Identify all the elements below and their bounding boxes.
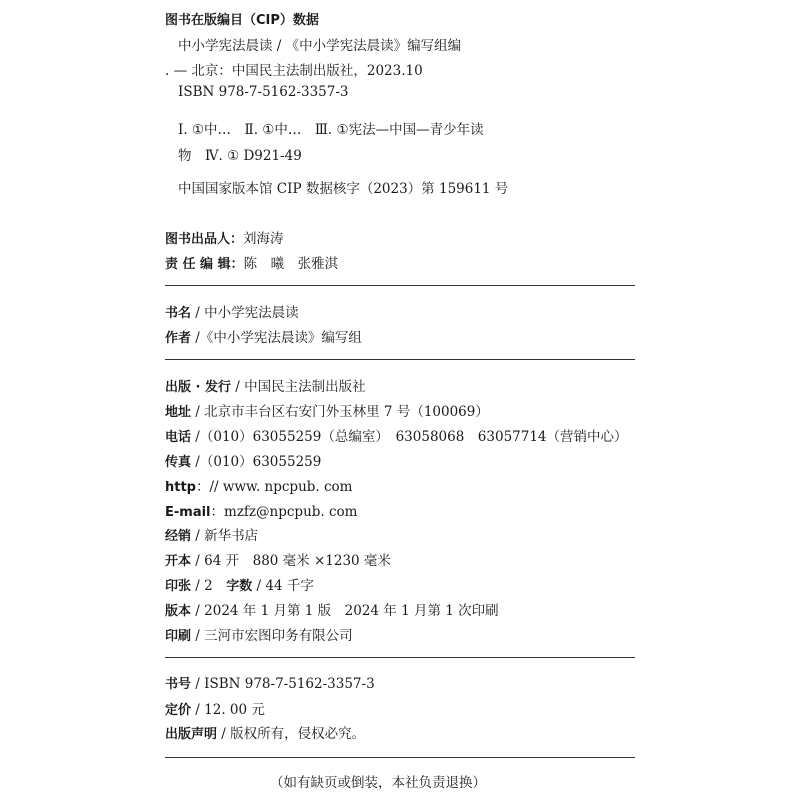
book-title-value: / 中小学宪法晨读 [191,305,299,321]
words-label: 字数 [226,579,253,594]
website-value: ：// www. npcpub. com [196,479,353,495]
book-author-row [165,326,362,346]
sheets-row [165,574,314,594]
book-author-value: /《中小学宪法晨读》编写组 [191,330,362,346]
fax-value: /（010）63055259 [191,454,322,470]
printer-value: / 三河市宏图印务有限公司 [191,628,353,644]
isbn-value: / ISBN 978-7-5162-3357-3 [191,676,375,692]
cip-line-classification-cont: 物 Ⅳ. ① D921-49 [178,148,302,164]
email-value: ：mzfz@npcpub. com [210,504,358,520]
producer-row [165,227,284,247]
printer-label: 印刷 [165,629,192,644]
email-row [165,500,358,520]
words-value: / 44 千字 [252,578,314,594]
rights-label: 出版声明 [165,727,218,742]
website-row [165,475,352,495]
edition-row [165,599,499,619]
isbn-label: 书号 [165,677,192,692]
editor-value: 陈 曦 张雅淇 [243,256,339,272]
cip-line-record: 中国国家版本馆 CIP 数据核字（2023）第 159611 号 [178,181,509,197]
distributor-row [165,524,258,544]
price-label: 定价 [165,703,192,718]
phone-value: /（010）63055259（总编室） 63058068 63057714（营销中心） [191,429,628,445]
rights-value: / 版权所有，侵权必究。 [217,726,366,742]
sheets-label: 印张 [165,579,192,594]
book-author-label: 作者 [165,331,192,346]
producer-label: 图书出品人： [165,232,244,247]
price-value: / 12. 00 元 [191,702,265,718]
edition-value: / 2024 年 1 月第 1 版 2024 年 1 月第 1 次印刷 [191,603,499,619]
publisher-label: 出版 · 发行 [165,380,231,395]
website-label: http [165,480,196,495]
price-row [165,698,265,718]
producer-value: 刘海涛 [243,231,284,247]
fax-row [165,450,321,470]
cip-line-title: 中小学宪法晨读 / 《中小学宪法晨读》编写组编 [178,38,462,54]
cip-line-classification: Ⅰ. ①中… Ⅱ. ①中… Ⅲ. ①宪法—中国—青少年读 [178,122,484,138]
book-title-label: 书名 [165,306,192,321]
editor-row [165,252,338,272]
divider-1 [165,285,635,286]
distributor-value: / 新华书店 [191,528,259,544]
phone-label: 电话 [165,430,192,445]
address-row [165,400,489,420]
publisher-value: / 中国民主法制出版社 [231,379,366,395]
phone-row [165,425,628,445]
address-value: / 北京市丰台区右安门外玉林里 7 号（100069） [191,404,489,420]
return-policy-note: （如有缺页或倒装，本社负责退换） [270,775,486,791]
edition-label: 版本 [165,604,192,619]
sheets-value: / 2 [191,578,227,594]
divider-3 [165,657,635,658]
format-value: / 64 开 880 毫米 ×1230 毫米 [191,553,391,569]
address-label: 地址 [165,405,192,420]
divider-4 [165,757,635,758]
book-title-row [165,301,299,321]
fax-label: 传真 [165,455,192,470]
cip-heading: 图书在版编目（CIP）数据 [165,13,319,28]
printer-row [165,624,353,644]
rights-row [165,722,365,742]
format-label: 开本 [165,554,192,569]
isbn-row [165,673,375,692]
publisher-row [165,375,366,395]
format-row [165,549,391,569]
cip-line-isbn: ISBN 978-7-5162-3357-3 [178,84,349,100]
email-label: E-mail [165,505,211,520]
cip-line-publisher: . — 北京：中国民主法制出版社，2023.10 [165,63,423,79]
distributor-label: 经销 [165,529,192,544]
divider-2 [165,359,635,360]
editor-label: 责 任 编 辑： [165,257,244,272]
